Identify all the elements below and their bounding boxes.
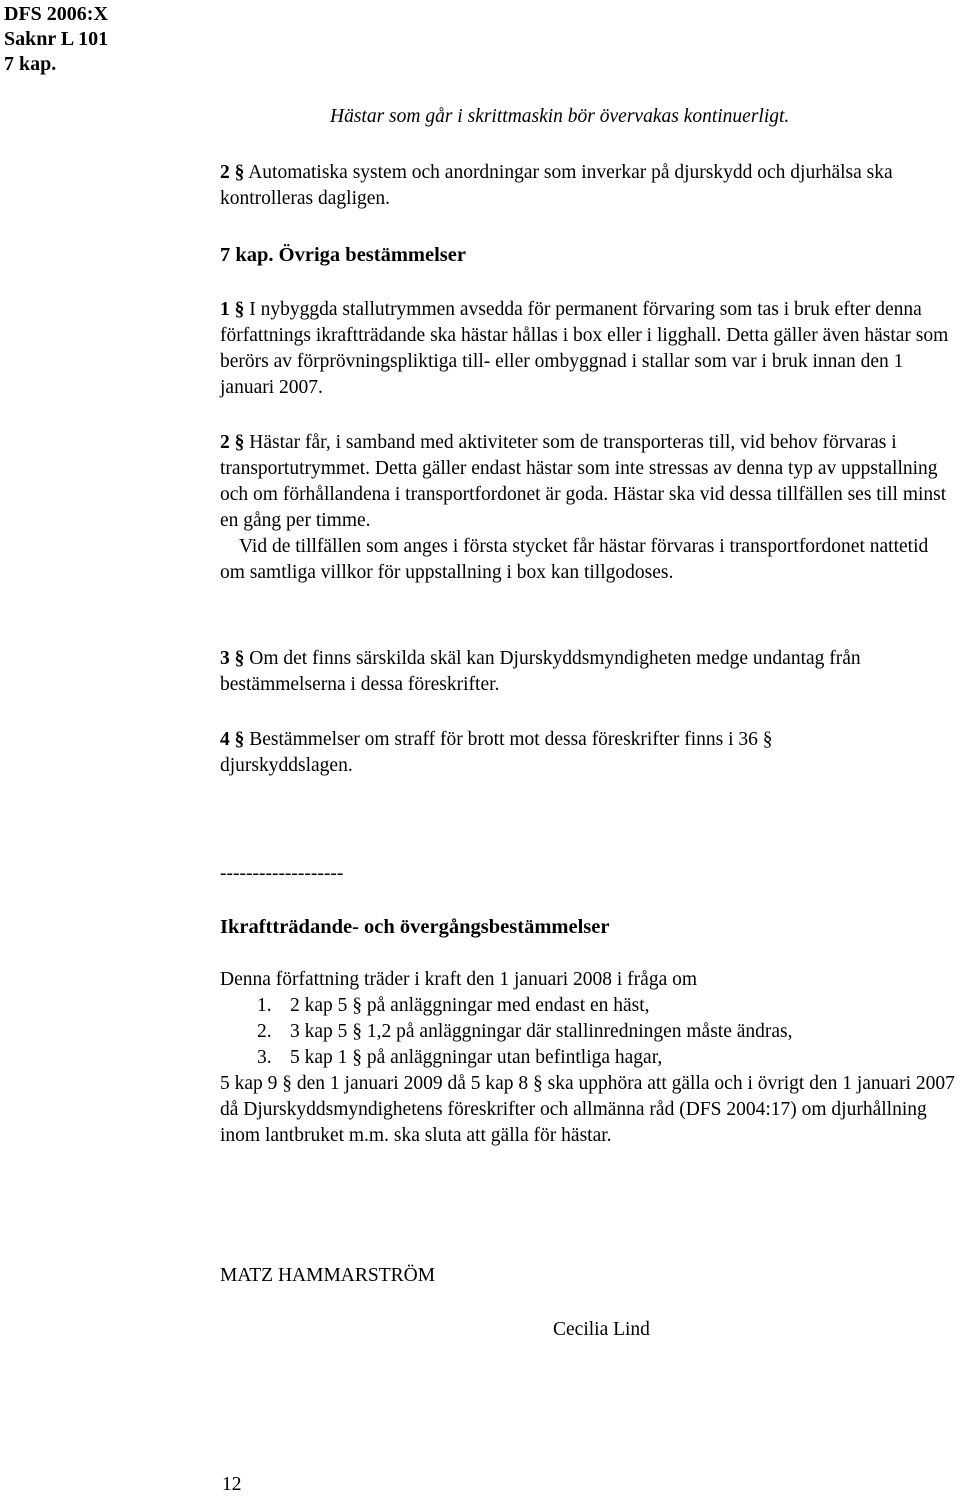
chapter-7-section-2 [220, 430, 958, 586]
list-item [220, 993, 958, 1019]
transitional-heading: Ikraftträdande- och övergångsbestämmelser [220, 916, 610, 938]
section-divider: ------------------- [220, 863, 344, 884]
signature-name-1: MATZ HAMMARSTRÖM [220, 1265, 436, 1286]
section-text: Hästar får, i samband med aktiviteter som de transporteras till, vid behov förvaras i transportutrymmet. Detta gäller endast hästar som inte stressas av denna typ av uppstallning och om förhållandena i transportfordonet är goda. Hästar ska vid dessa tillfällen ses till minst en gång per timme. [220, 432, 947, 531]
section-text: Bestämmelser om straff för brott mot dessa föreskrifter finns i 36 § djurskyddslagen. [220, 729, 773, 776]
document-header [4, 2, 108, 77]
list-item-text: 3 kap 5 § 1,2 på anläggningar där stallinredningen måste ändras, [290, 1021, 793, 1042]
transitional-intro: Denna författning träder i kraft den 1 januari 2008 i fråga om [220, 969, 698, 990]
chapter-ref: 7 kap. [4, 53, 57, 75]
list-item [220, 1019, 958, 1045]
intro-note: Hästar som går i skrittmaskin bör övervakas kontinuerligt. [330, 106, 790, 127]
section-number: 2 § [220, 432, 245, 453]
section-paragraph-2: Vid de tillfällen som anges i första stycket får hästar förvaras i transportfordonet nattetid om samtliga villkor för uppstallning i box kan tillgodoses. [220, 536, 929, 583]
page-number: 12 [222, 1474, 242, 1495]
chapter-7-section-3 [220, 646, 958, 698]
section-number: 1 § [220, 299, 245, 320]
transitional-provisions [220, 967, 958, 1149]
document-id: DFS 2006:X [4, 3, 108, 25]
list-item-number: 1. [257, 995, 272, 1016]
section-number: 3 § [220, 648, 245, 669]
case-number: Saknr L 101 [4, 28, 109, 50]
chapter-heading: 7 kap. Övriga bestämmelser [220, 244, 466, 266]
chapter-7-section-4 [220, 727, 910, 779]
chapter-7-section-1 [220, 297, 958, 401]
list-item-text: 5 kap 1 § på anläggningar utan befintliga hagar, [290, 1047, 663, 1068]
section-text: I nybyggda stallutrymmen avsedda för permanent förvaring som tas i bruk efter denna författnings ikraftträdande ska hästar hållas i box eller i ligghall. Detta gäller även hästar som berörs av förprövningspliktiga till- eller ombyggnad i stallar som var i bruk innan den 1 januari 2007. [220, 299, 949, 398]
section-number: 2 § [220, 162, 245, 183]
section-text: Om det finns särskilda skäl kan Djurskyddsmyndigheten medge undantag från bestämmelserna i dessa föreskrifter. [220, 648, 861, 695]
section-text: Automatiska system och anordningar som inverkar på djurskydd och djurhälsa ska kontrolleras dagligen. [220, 162, 893, 209]
section-number: 4 § [220, 729, 245, 750]
transitional-list [220, 993, 958, 1071]
list-item-number: 2. [257, 1021, 272, 1042]
transitional-closing: 5 kap 9 § den 1 januari 2009 då 5 kap 8 § ska upphöra att gälla och i övrigt den 1 januari 2007 då Djurskyddsmyndighetens föreskrifter och allmänna råd (DFS 2004:17) om djurhållning inom lantbruket m.m. ska sluta att gälla för hästar. [220, 1073, 955, 1146]
section-6-2 [220, 160, 958, 212]
list-item-number: 3. [257, 1047, 272, 1068]
list-item [220, 1045, 958, 1071]
list-item-text: 2 kap 5 § på anläggningar med endast en häst, [290, 995, 650, 1016]
signature-name-2: Cecilia Lind [553, 1319, 650, 1340]
section-paragraph [220, 430, 958, 534]
